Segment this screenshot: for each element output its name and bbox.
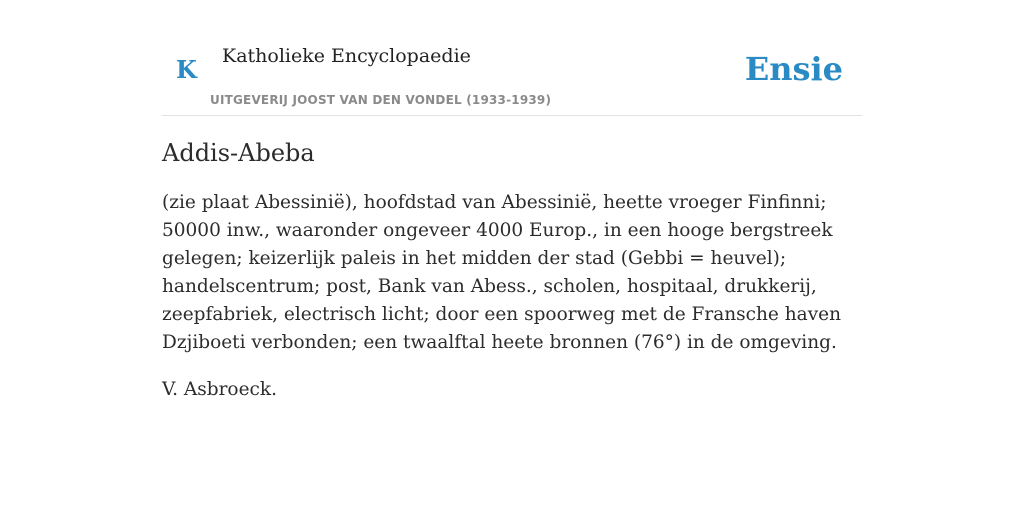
site-header [162, 40, 862, 116]
publication-logo[interactable]: K [176, 55, 197, 84]
ensie-logo-link[interactable]: Ensie [744, 50, 843, 88]
article-title: Addis-Abeba [162, 139, 315, 167]
publication-title-link[interactable]: Katholieke Encyclopaedie [222, 45, 471, 67]
page [162, 0, 862, 404]
article-author: V. Asbroeck. [162, 379, 277, 400]
publisher-label: UITGEVERIJ JOOST VAN DEN VONDEL (1933-1939) [210, 93, 552, 107]
article-body: (zie plaat Abessinië), hoofdstad van Abessinië, heette vroeger Finfinni; 50000 inw., waaronder ongeveer 4000 Europ., in een hooge bergstreek gelegen; keizerlijk paleis in het midden der stad (Gebbi = heuvel); handelscentrum; post, Bank van Abess., scholen, hospitaal, drukkerij, zeepfabriek, electrisch licht; door een spoorweg met de Fransche haven Dzjiboeti verbonden; een twaalftal heete bronnen (76°) in de omgeving. [162, 192, 842, 353]
